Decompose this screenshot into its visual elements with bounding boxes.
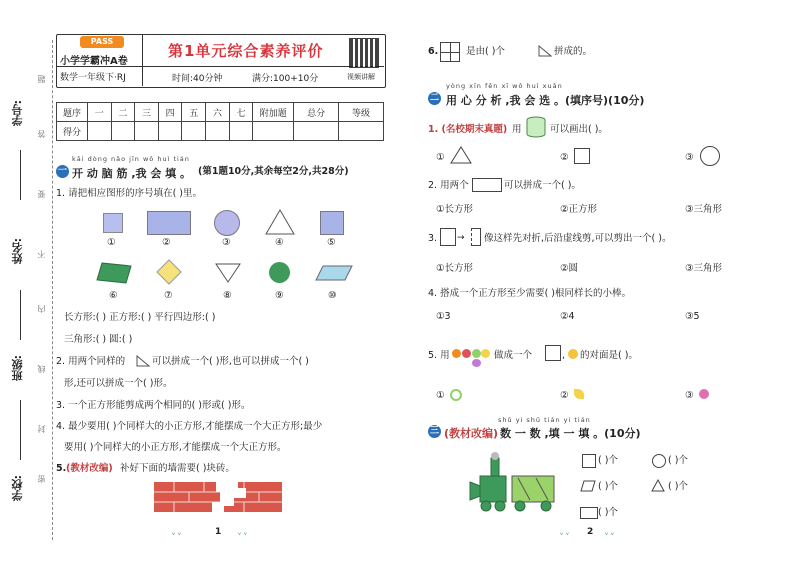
cube-net-icon (452, 345, 490, 367)
q5-tag: (教材改编) (66, 463, 113, 474)
seal-mark-5: 内 (37, 305, 46, 313)
s2q2-text-a: 2. 用两个 (428, 180, 469, 191)
brick-wall-image (154, 482, 282, 512)
section2-number-badge: 二 (429, 93, 439, 103)
section1-number-badge: 一 (57, 166, 67, 176)
train-picture (466, 450, 566, 515)
seal-mark-8: 密 (37, 475, 46, 483)
section2-title: 用 心 分 析 ,我 会 选 。(填序号)(10分) (446, 94, 645, 107)
q4-text-b[interactable]: 要用( )个同样大的小正方形,才能摆成一个大正方形。 (64, 442, 287, 453)
label-4: ④ (275, 237, 284, 248)
label-6: ⑥ (109, 290, 118, 301)
q2-text-c[interactable]: 形,还可以拼成一个( )形。 (64, 378, 173, 389)
q5-text[interactable]: 补好下面的墙需要( )块砖。 (120, 463, 235, 474)
s2q2-option-3[interactable]: ③三角形 (685, 204, 723, 215)
section2-pinyin: yòng xīn fēn xī wǒ huì xuǎn (446, 82, 563, 90)
class-line (20, 400, 21, 460)
q6-text-b[interactable]: 是由( )个 (466, 46, 505, 57)
count-rectangle-icon (580, 507, 598, 519)
s2q3-option-2[interactable]: ②圆 (560, 263, 579, 274)
inverted-triangle-shape-8 (215, 263, 241, 283)
brand-logo (80, 36, 124, 48)
section3-tag: (教材改编) (444, 427, 499, 440)
s2q3-option-1[interactable]: ①长方形 (436, 263, 474, 274)
score-input-cell[interactable] (206, 122, 230, 141)
s2q3-text-a: 3. (428, 233, 438, 244)
option-triangle-icon[interactable] (450, 146, 472, 164)
score-cell: 等级 (339, 103, 384, 122)
score-input-cell[interactable] (182, 122, 206, 141)
seal-mark-6: 线 (37, 365, 46, 373)
q1-text: 1. 请把相应图形的序号填在( )里。 (56, 188, 203, 199)
label-3: ③ (222, 237, 231, 248)
s2q5-text-a: 5. 用 (428, 350, 450, 361)
score-cell: 七 (229, 103, 253, 122)
score-cell: 三 (135, 103, 159, 122)
leaf-face-icon[interactable] (574, 389, 584, 399)
label-8: ⑧ (223, 290, 232, 301)
seal-mark-7: 封 (37, 425, 46, 433)
score-table-header-row (57, 103, 384, 122)
s2q1-option-1[interactable]: ① (436, 152, 445, 163)
q6-number: 6. (428, 46, 439, 57)
section3-title: 数 一 数 ,填 一 填 。(10分) (500, 427, 641, 440)
s2q1-text-b[interactable]: 可以画出( )。 (550, 124, 608, 135)
small-triangle-icon (538, 45, 552, 57)
score-input-cell[interactable] (339, 122, 384, 141)
count-rectangle-answer[interactable]: ( )个 (598, 507, 618, 518)
diamond-shape-7 (156, 259, 182, 285)
label-9: ⑨ (275, 290, 284, 301)
option-circle-icon[interactable] (700, 146, 720, 166)
s2q5-option-3[interactable]: ③ (685, 390, 694, 401)
sprout-icon: ᵥ ᵥ (238, 528, 248, 537)
s2q4-option-3[interactable]: ③5 (685, 311, 700, 322)
page-number-right: 2 (587, 527, 594, 537)
s2q5-option-1[interactable]: ① (436, 390, 445, 401)
qr-code-icon[interactable] (349, 38, 379, 68)
exam-title: 第1单元综合素养评价 (168, 42, 324, 60)
circle-shape-9 (269, 262, 290, 283)
hexagon-face-icon[interactable] (699, 389, 709, 399)
count-circle-answer[interactable]: ( )个 (668, 455, 688, 466)
page-number-left: 1 (215, 527, 222, 537)
score-input-cell[interactable] (229, 122, 253, 141)
square-shape-1 (103, 213, 123, 233)
class-label: 班级: (11, 355, 24, 382)
score-input-cell[interactable] (253, 122, 294, 141)
score-input-cell[interactable] (88, 122, 112, 141)
sprout-icon: ᵥ ᵥ (560, 528, 570, 537)
label-7: ⑦ (164, 290, 173, 301)
s2q3-text-b[interactable]: 像这样先对折,后沿虚线剪,可以剪出一个( )。 (484, 233, 672, 244)
fold-arrow-icon: → (457, 233, 465, 243)
s2q2-text-b[interactable]: 可以拼成一个( )。 (504, 180, 581, 191)
score-cell: 五 (182, 103, 206, 122)
student-id-label: 学号: (11, 100, 24, 127)
section1-note: (第1题10分,其余每空2分,共28分) (198, 166, 349, 177)
q4-text-a[interactable]: 4. 最少要用( )个同样大的小正方形,才能摆成一个大正方形;最少 (56, 421, 323, 432)
count-square-icon (582, 454, 596, 468)
section1-title: 开 动 脑 筋 ,我 会 填 。 (72, 167, 191, 180)
label-2: ② (162, 237, 171, 248)
name-line (20, 290, 21, 340)
count-square-answer[interactable]: ( )个 (598, 455, 618, 466)
qr-label: 视频讲解 (347, 73, 375, 81)
seal-mark-2: 答 (37, 130, 46, 138)
parallelogram-shape-10 (315, 265, 353, 281)
series-name: 小学学霸冲A卷 (60, 56, 128, 67)
score-cell: 题序 (57, 103, 88, 122)
name-label: 姓名: (11, 238, 24, 265)
s2q1-option-2[interactable]: ② (560, 152, 569, 163)
score-input-cell[interactable] (135, 122, 159, 141)
q1-fill-line-1[interactable]: 长方形:( ) 正方形:( ) 平行四边形:( ) (64, 312, 216, 323)
count-circle-icon (652, 454, 666, 468)
score-input-cell[interactable] (111, 122, 135, 141)
triangle-shape-4 (265, 209, 295, 235)
rectangle-shape-2 (147, 211, 191, 235)
paper-fold-icon (440, 228, 456, 246)
sprout-icon: ᵥ ᵥ (172, 528, 182, 537)
section1-pinyin: kāi dòng nǎo jīn wǒ huì tián (72, 155, 190, 163)
score-cell: 四 (158, 103, 182, 122)
rectangle-icon (472, 178, 502, 192)
cylinder-icon (526, 116, 546, 138)
count-triangle-icon (651, 479, 665, 492)
square-shape-5 (320, 211, 344, 235)
s2q4-text[interactable]: 4. 搭成一个正方形至少需要( )根同样长的小棒。 (428, 288, 632, 299)
s2q1-text-a: 用 (512, 124, 522, 135)
q2-text-b[interactable]: 可以拼成一个( )形,也可以拼成一个( ) (152, 356, 309, 367)
subject-grade: 数学一年级下·RJ (60, 73, 126, 83)
s2q1-tag: 1. (名校期末真题) (428, 124, 508, 135)
circle-shape-3 (214, 210, 240, 236)
score-table-score-row (57, 122, 384, 141)
s2q5-option-2[interactable]: ② (560, 390, 569, 401)
cube-icon (545, 345, 561, 361)
ring-face-icon[interactable] (450, 389, 462, 401)
sun-face-icon (568, 349, 578, 359)
q3-text[interactable]: 3. 一个正方形能剪成两个相同的( )形或( )形。 (56, 400, 251, 411)
label-10: ⑩ (328, 290, 337, 301)
s2q5-text-c: , (562, 350, 566, 361)
binding-line (52, 40, 53, 540)
s2q3-option-3[interactable]: ③三角形 (685, 263, 723, 274)
folded-paper-icon (471, 228, 481, 246)
section3-number-badge: 三 (429, 426, 439, 436)
count-parallelogram-icon (580, 480, 596, 492)
count-parallelogram-answer[interactable]: ( )个 (598, 481, 618, 492)
square-grid-icon (440, 42, 460, 62)
student-id-line (20, 150, 21, 200)
score-input-cell[interactable] (158, 122, 182, 141)
brand-logo-text: PASS (90, 37, 114, 46)
score-cell: 六 (206, 103, 230, 122)
school-label: 学校: (11, 475, 24, 502)
sprout-icon: ᵥ ᵥ (605, 528, 615, 537)
seal-mark-1: 题 (37, 75, 46, 83)
s2q4-option-1[interactable]: ①3 (436, 311, 451, 322)
q2-text-a: 2. 用两个同样的 (56, 356, 126, 367)
exam-full-score: 满分:100+10分 (252, 74, 319, 84)
q1-fill-line-2[interactable]: 三角形:( ) 圆:( ) (64, 334, 133, 345)
exam-time: 时间:40分钟 (172, 74, 223, 84)
section3-pinyin: shǔ yi shǔ tián yi tián (498, 416, 591, 424)
score-cell: 一 (88, 103, 112, 122)
s2q5-text-b: 做成一个 (494, 350, 533, 361)
q5-number: 5. (56, 463, 67, 474)
label-1: ① (107, 237, 116, 248)
count-triangle-answer[interactable]: ( )个 (668, 481, 688, 492)
score-table (56, 102, 384, 141)
right-triangle-icon (136, 355, 150, 367)
s2q2-option-1[interactable]: ①长方形 (436, 204, 474, 215)
score-cell: 得分 (57, 122, 88, 141)
s2q1-option-3[interactable]: ③ (685, 152, 694, 163)
s2q4-option-2[interactable]: ②4 (560, 311, 575, 322)
score-input-cell[interactable] (294, 122, 339, 141)
parallelogram-shape-6 (96, 262, 132, 284)
label-5: ⑤ (327, 237, 336, 248)
seal-mark-4: 不 (37, 250, 46, 258)
score-cell: 总分 (294, 103, 339, 122)
s2q2-option-2[interactable]: ②正方形 (560, 204, 598, 215)
seal-mark-3: 要 (37, 190, 46, 198)
s2q5-text-d[interactable]: 的对面是( )。 (580, 350, 638, 361)
q6-text-c: 拼成的。 (554, 46, 593, 57)
option-square-icon[interactable] (574, 148, 590, 164)
score-cell: 附加题 (253, 103, 294, 122)
score-cell: 二 (111, 103, 135, 122)
